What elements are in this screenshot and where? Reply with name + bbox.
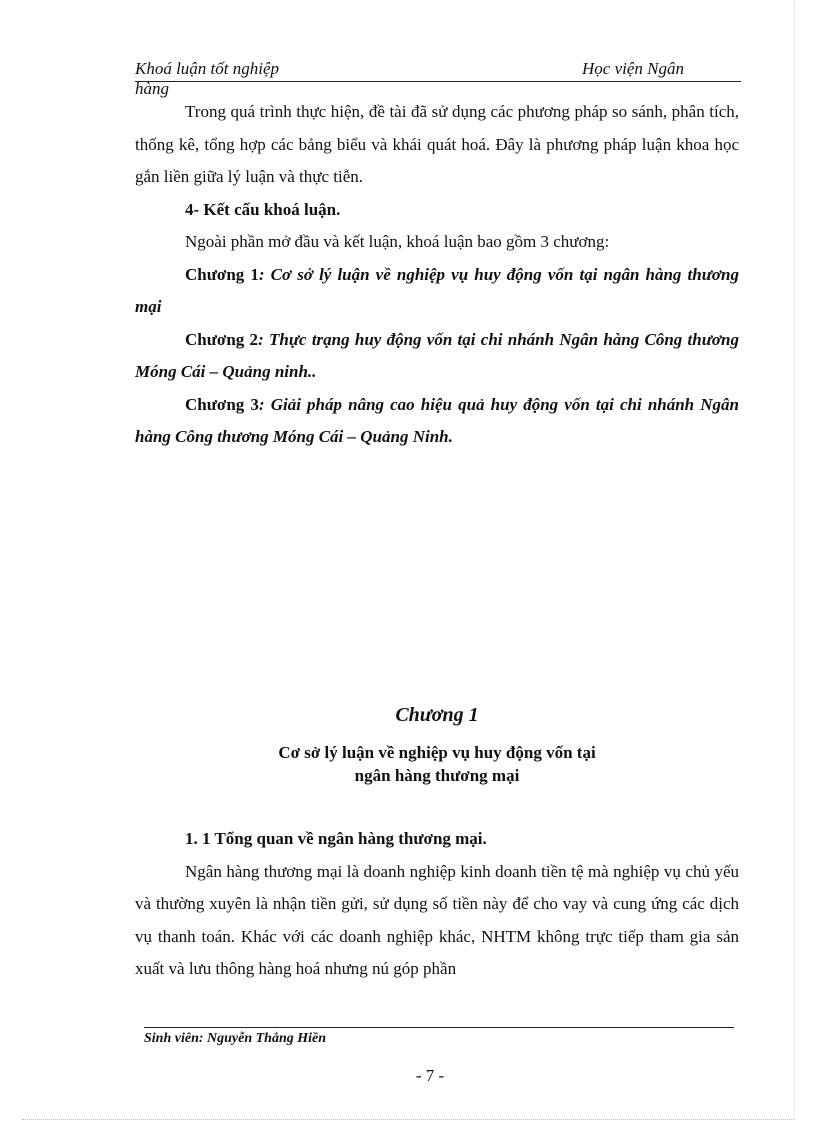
header-rule xyxy=(135,81,741,82)
chapter-1-title: : Cơ sở lý luận về nghiệp vụ huy động vốn tại ngân hàng thương mại xyxy=(135,264,739,316)
intro-block xyxy=(135,96,739,454)
chapter-1-label: Chương 1 xyxy=(185,264,259,284)
chapter-2-label: Chương 2 xyxy=(185,329,259,349)
chapter-title: Chương 1 xyxy=(395,704,479,726)
chapter-subtitle-line-1: Cơ sở lý luận về nghiệp vụ huy động vốn tại xyxy=(278,743,596,762)
chapter-subtitle xyxy=(135,741,739,787)
page-number: - 7 - xyxy=(415,1066,445,1085)
chapter-1-line xyxy=(135,259,739,324)
section-block xyxy=(135,823,739,986)
structure-heading: 4- Kết cấu khoá luận. xyxy=(185,199,341,219)
header-wrap: hàng xyxy=(135,79,169,98)
header-left: Khoá luận tốt nghiệp xyxy=(135,59,280,78)
chapter-2-line xyxy=(135,324,739,389)
structure-paragraph: Ngoài phần mở đầu và kết luận, khoá luận bao gồm 3 chương: xyxy=(185,232,610,251)
chapter-3-title: : Giải pháp nâng cao hiệu quả huy động vốn tại chi nhánh Ngân hàng Công thương Móng Cái – Quảng Ninh. xyxy=(135,394,739,446)
methods-paragraph: Trong quá trình thực hiện, đề tài đã sử dụng các phương pháp so sánh, phân tích, thống kê, tổng hợp các bảng biểu và khái quát hoá. Đây là phương pháp luận khoa học gắn liền giữa lý luận và thực tiễn. xyxy=(135,102,739,186)
footer-rule xyxy=(144,1027,734,1028)
section-paragraph: Ngân hàng thương mại là doanh nghiệp kinh doanh tiền tệ mà nghiệp vụ chủ yếu và thường xuyên là nhận tiền gửi, sử dụng số tiền này để cho vay và cung ứng các dịch vụ thanh toán. Khác với các doanh nghiệp khác, NHTM không trực tiếp tham gia sản xuất và lưu thông hàng hoá nhưng nú góp phần xyxy=(135,861,739,978)
chapter-subtitle-line-2: ngân hàng thương mại xyxy=(354,766,520,785)
page-right-edge xyxy=(794,0,795,1120)
chapter-3-line xyxy=(135,389,739,454)
header-right: Học viện Ngân xyxy=(582,59,684,78)
chapter-3-label: Chương 3 xyxy=(185,394,259,414)
section-heading: 1. 1 Tổng quan về ngân hàng thương mại. xyxy=(185,829,487,848)
chapter-2-title: : Thực trạng huy động vốn tại chi nhánh Ngân hàng Công thương Móng Cái – Quảng ninh.. xyxy=(135,329,739,381)
page-bottom-edge xyxy=(22,1119,794,1120)
footer-student: Sinh viên: Nguyễn Thắng Hiền xyxy=(144,1031,327,1046)
